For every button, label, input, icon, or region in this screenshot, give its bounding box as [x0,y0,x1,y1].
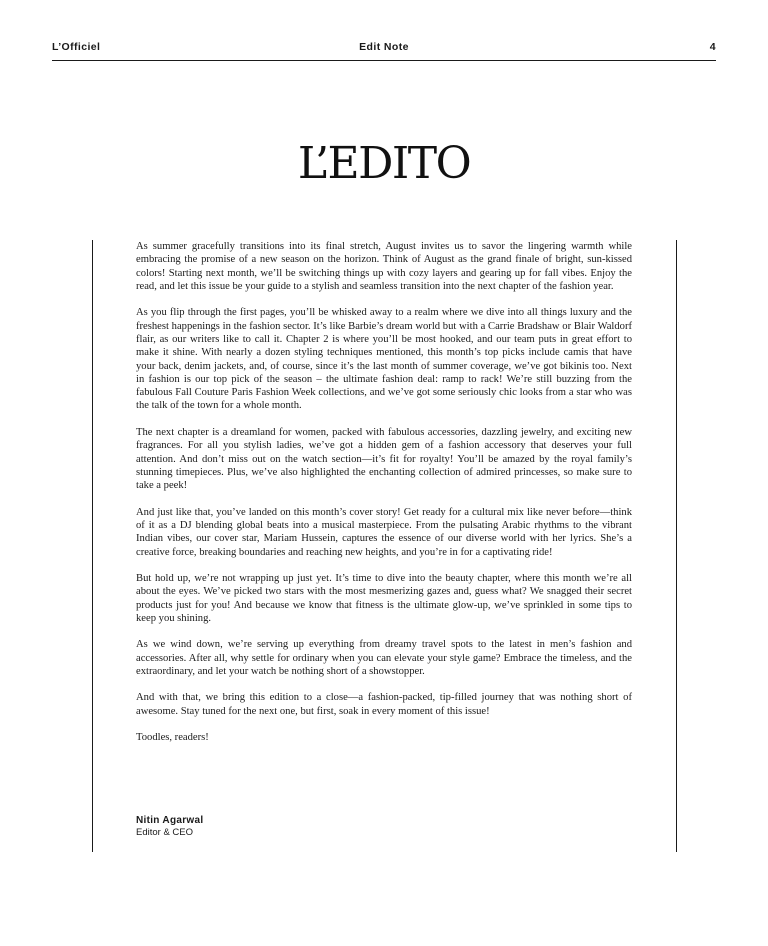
signature-block [136,814,203,839]
paragraph: And with that, we bring this edition to a close—a fashion-packed, tip-filled journey that was nothing short of awesome. Stay tuned for the next one, but first, soak in every moment of this issue! [136,692,632,717]
left-column-rule [92,240,93,852]
page-title: L’EDITO [297,138,471,189]
paragraph: And just like that, you’ve landed on this month’s cover story! Get ready for a cultural mix like never before—think of it as a DJ blending global beats into a musical masterpiece. From the pulsating Arabic rhythms to the vibrant Indian vibes, our cover star, Mariam Hussein, captures the essence of our diverse world with her lyrics. She’s a creative force, breaking boundaries and reaching new heights, and you’re in for a captivating ride! [136,506,632,558]
sign-off: Toodles, readers! [136,732,209,744]
paragraph: The next chapter is a dreamland for women, packed with fabulous accessories, dazzling jewelry, and exciting new fragrances. For all you stylish ladies, we’ve got a hidden gem of a fashion accessory that deserves your full attention. And don’t miss out on the watch section—it’s fit for royalty! You’ll be amazed by the royal family’s stunning timepieces. Plus, we’ve also highlighted the enchanting collection of admired princesses, so make sure to take a peek! [136,426,632,492]
page-number: 4 [709,41,716,53]
section-name: Edit Note [359,41,409,53]
editorial-body [136,240,632,758]
author-role: Editor & CEO [136,827,194,838]
paragraph: As you flip through the first pages, you’ll be whisked away to a realm where we dive into all things luxury and the freshest happenings in the fashion sector. It’s like Barbie’s dream world but with a Carrie Bradshaw or Blair Waldorf flair, as our writers like to call it. Chapter 2 is where you’ll be most hooked, and our team puts in great effort to make it shine. With nearly a dozen styling techniques mentioned, this month’s top picks include camis that have your back, denim jackets, and, of course, since it’s the last month of summer coverage, we’ve got bikinis too. Next in fashion is our top pick of the season – the ultimate fashion deal: ramp to rack! We’re still buzzing from the fabulous Fall Couture Paris Fashion Week collections, and we’ve got some seriously chic looks from a star who was the talk of the town for a whole month. [136,307,632,412]
publication-name: L’Officiel [52,41,101,53]
author-name: Nitin Agarwal [136,815,204,826]
right-column-rule [676,240,677,852]
paragraph: But hold up, we’re not wrapping up just yet. It’s time to dive into the beauty chapter, where this month we’re all about the eyes. We’ve picked two stars with the most mesmerizing gazes and, guess what? We snagged their secret products just for you! And because we know that fitness is the ultimate glow-up, we’ve sprinkled in some tips to keep you shining. [136,572,632,624]
page-header [52,40,716,61]
paragraph: As we wind down, we’re serving up everything from dreamy travel spots to the latest in men’s fashion and accessories. After all, why settle for ordinary when you can elevate your style game? Embrace the timeless, and the extraordinary, and let your watch be nothing short of a showstopper. [136,639,632,677]
paragraph: As summer gracefully transitions into its final stretch, August invites us to savor the lingering warmth while embracing the promise of a new season on the horizon. Think of August as the grand finale of bright, sun-kissed colors! Starting next month, we’ll be switching things up with cozy layers and gearing up for fall vibes. Enjoy the read, and let this issue be your guide to a stylish and seamless transition into the next chapter of the fashion year. [136,241,632,292]
